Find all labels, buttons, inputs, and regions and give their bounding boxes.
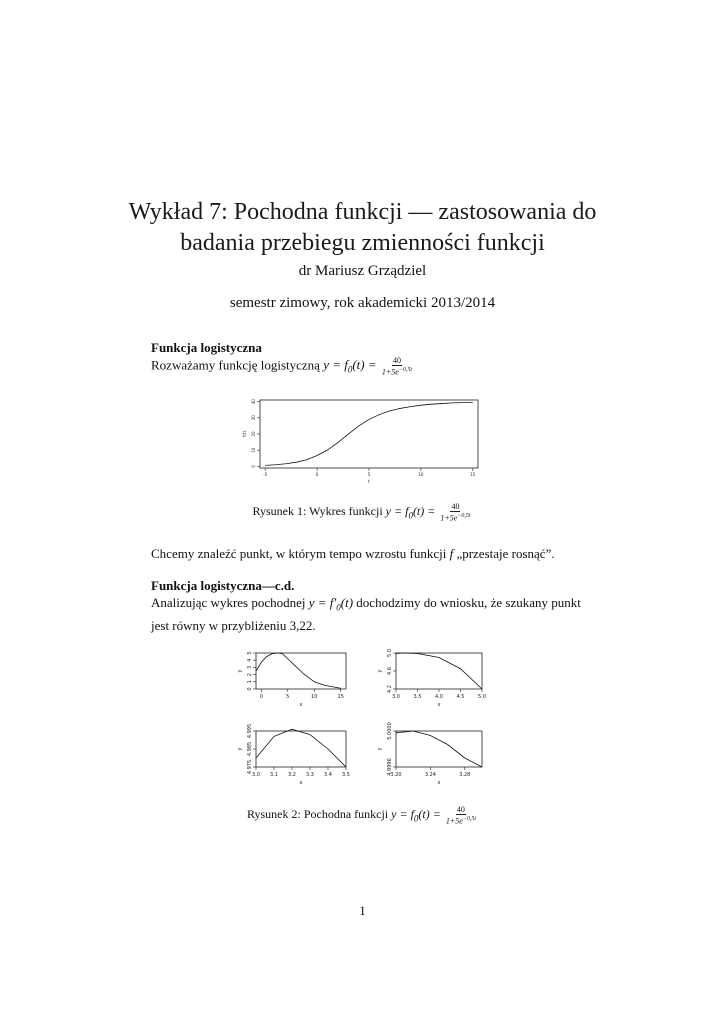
author: dr Mariusz Grządziel <box>298 263 427 279</box>
plot-frame-2 <box>396 653 482 689</box>
y-axis-label-1: y <box>237 669 243 673</box>
y-tick-label-2-1: 4.6 <box>387 667 393 675</box>
x-tick-label-0-0: -5 <box>263 472 268 477</box>
section-2-formula-text: y = f′ <box>308 595 337 610</box>
section-2-text-c: jest równy w przybliżeniu <box>151 617 287 633</box>
y-tick-label-1-1: 1 <box>247 680 253 684</box>
figure-1-caption-fraction <box>439 502 471 523</box>
section-2-formula <box>308 595 354 613</box>
section-2-text-b: dochodzimy do wniosku, że szukany punkt <box>356 595 581 610</box>
figure-2-caption-formula <box>391 807 441 824</box>
section-1-intro-text: Rozważamy funkcję logistyczną <box>151 357 320 373</box>
series-line-0 <box>265 402 473 465</box>
figure-1-formula-arg: (t) = <box>412 504 436 519</box>
section-2 <box>151 578 591 634</box>
y-tick-label-0-1: 10 <box>251 447 256 453</box>
title-line-2: badania przebiegu zmienności funkcji <box>180 230 545 256</box>
figure-1-formula-sub: 0 <box>408 510 413 521</box>
plot-frame-3 <box>256 731 346 767</box>
figure-1-fraction-den-text: 1+5e <box>440 513 458 523</box>
figure-2-fraction-exp: −0,5t <box>462 816 477 822</box>
section-2-text <box>151 594 591 634</box>
series-line-2 <box>396 653 482 689</box>
series-line-3 <box>256 729 346 767</box>
y-tick-label-3-2: 4.995 <box>247 723 253 739</box>
x-tick-label-3-4: 3.4 <box>324 772 332 778</box>
y-tick-label-1-0: 0 <box>247 687 253 691</box>
document-title <box>100 197 625 259</box>
goal-sentence-text: Chcemy znaleźć punkt, w którym tempo wzrostu funkcji <box>151 546 447 561</box>
figure-1-caption <box>0 502 725 523</box>
goal-sentence <box>151 545 591 562</box>
formula-lhs-sub: 0 <box>347 364 353 375</box>
figure-1-fraction-den <box>439 512 471 523</box>
fraction-exponent: −0,5t <box>398 367 413 373</box>
figure-2-fraction-den <box>445 815 477 826</box>
x-tick-label-1-3: 15 <box>337 694 344 700</box>
formula-lhs-arg: (t) = <box>352 357 377 373</box>
y-tick-label-2-2: 5.0 <box>387 649 393 657</box>
x-axis-label-1: x <box>299 702 303 708</box>
y-tick-label-3-0: 4.975 <box>247 759 253 775</box>
section-2-value: 3,22. <box>289 617 316 633</box>
figure-1-fraction-exp: −0,5t <box>457 513 471 519</box>
y-tick-label-4-0: 4.9996 <box>387 758 393 776</box>
section-2-heading: Funkcja logistyczna—c.d. <box>151 578 295 593</box>
plot-frame-4 <box>396 731 482 767</box>
y-tick-label-0-0: 0 <box>251 465 256 468</box>
x-axis-label-0: t <box>368 479 370 484</box>
x-tick-label-2-4: 5.0 <box>478 694 486 700</box>
x-tick-label-3-5: 3.5 <box>342 772 350 778</box>
y-tick-label-1-3: 3 <box>247 665 253 669</box>
y-tick-label-1-4: 4 <box>247 658 253 662</box>
figure-2-formula-lhs: y = f <box>391 807 414 822</box>
x-tick-label-3-2: 3.2 <box>288 772 296 778</box>
series-line-1 <box>256 653 341 688</box>
x-tick-label-1-2: 10 <box>311 694 318 700</box>
section-1 <box>151 340 581 379</box>
title-line-1: Wykład 7: Pochodna funkcji — zastosowania do <box>128 199 597 225</box>
section-1-heading: Funkcja logistyczna <box>151 340 262 355</box>
x-axis-label-2: x <box>437 702 441 708</box>
formula-lhs-text: y = f <box>323 357 348 373</box>
figure-2-fraction-den-text: 1+5e <box>445 816 463 826</box>
series-line-4 <box>396 731 482 767</box>
figure-2-formula-arg: (t) = <box>418 807 441 822</box>
x-tick-label-4-2: 3.28 <box>459 772 471 778</box>
figure-2-caption <box>0 805 725 826</box>
goal-sentence-quote: „przestaje rosnąć”. <box>456 546 555 561</box>
y-tick-label-1-5: 5 <box>247 651 253 655</box>
x-axis-label-3: x <box>299 780 303 785</box>
x-tick-label-0-2: 5 <box>367 472 371 477</box>
y-axis-label-2: y <box>377 669 383 673</box>
figure-2-caption-fraction <box>445 805 477 826</box>
x-tick-label-3-1: 3.1 <box>270 772 278 778</box>
semester: semestr zimowy, rok akademicki 2013/2014 <box>229 295 496 311</box>
figure-1-formula-lhs: y = f <box>385 504 409 519</box>
formula-lhs <box>323 357 377 375</box>
figure-1-caption-text: Rysunek 1: Wykres funkcji <box>252 504 383 519</box>
section-1-intro <box>151 356 581 379</box>
y-tick-label-2-0: 4.2 <box>387 685 393 693</box>
figure-1-caption-formula <box>385 504 436 521</box>
x-tick-label-2-1: 3.5 <box>413 694 422 700</box>
page-number: 1 <box>359 903 366 918</box>
y-tick-label-0-4: 40 <box>251 399 256 405</box>
x-axis-label-4: x <box>437 780 441 785</box>
x-tick-label-2-2: 4.0 <box>435 694 443 700</box>
y-tick-label-3-1: 4.985 <box>247 741 253 757</box>
y-axis-label-4: y <box>377 747 383 751</box>
fraction-numerator: 40 <box>392 356 401 365</box>
formula-fraction <box>381 356 413 377</box>
x-tick-label-3-0: 3.0 <box>252 772 260 778</box>
y-tick-label-0-3: 30 <box>251 415 256 421</box>
x-tick-label-3-3: 3.3 <box>306 772 314 778</box>
x-tick-label-0-4: 15 <box>470 472 476 477</box>
x-tick-label-4-1: 3.24 <box>424 772 436 778</box>
section-2-formula-sub: 0 <box>336 602 341 613</box>
x-tick-label-2-3: 4.5 <box>456 694 465 700</box>
figure-2-formula-sub: 0 <box>413 813 419 824</box>
x-tick-label-1-0: 0 <box>259 694 263 700</box>
y-axis-label-3: y <box>237 747 243 751</box>
x-tick-label-2-0: 3.0 <box>392 694 400 700</box>
plot-frame-0 <box>260 400 478 468</box>
y-tick-label-1-2: 2 <box>247 673 253 677</box>
figure-2-caption-text: Rysunek 2: Pochodna funkcji <box>246 807 389 822</box>
x-tick-label-0-3: 10 <box>418 472 424 477</box>
figure-1-chart <box>230 392 490 492</box>
x-tick-label-4-0: 3.20 <box>390 772 402 778</box>
y-tick-label-0-2: 20 <box>251 431 256 437</box>
figure-2-chart-grid <box>222 645 502 785</box>
x-tick-label-0-1: 0 <box>315 472 319 477</box>
goal-sentence-var: f <box>449 546 454 561</box>
section-2-formula-arg: (t) <box>340 595 354 610</box>
x-tick-label-1-1: 5 <box>286 694 290 700</box>
section-2-text-a: Analizując wykres pochodnej <box>151 595 306 610</box>
figure-1-fraction-num: 40 <box>451 502 460 511</box>
fraction-denominator-text: 1+5e <box>381 367 399 377</box>
y-axis-label-0: f(t) <box>242 430 247 438</box>
fraction-denominator <box>381 366 413 377</box>
figure-2-fraction-num: 40 <box>456 805 465 814</box>
y-tick-label-4-1: 5.0000 <box>387 722 393 740</box>
